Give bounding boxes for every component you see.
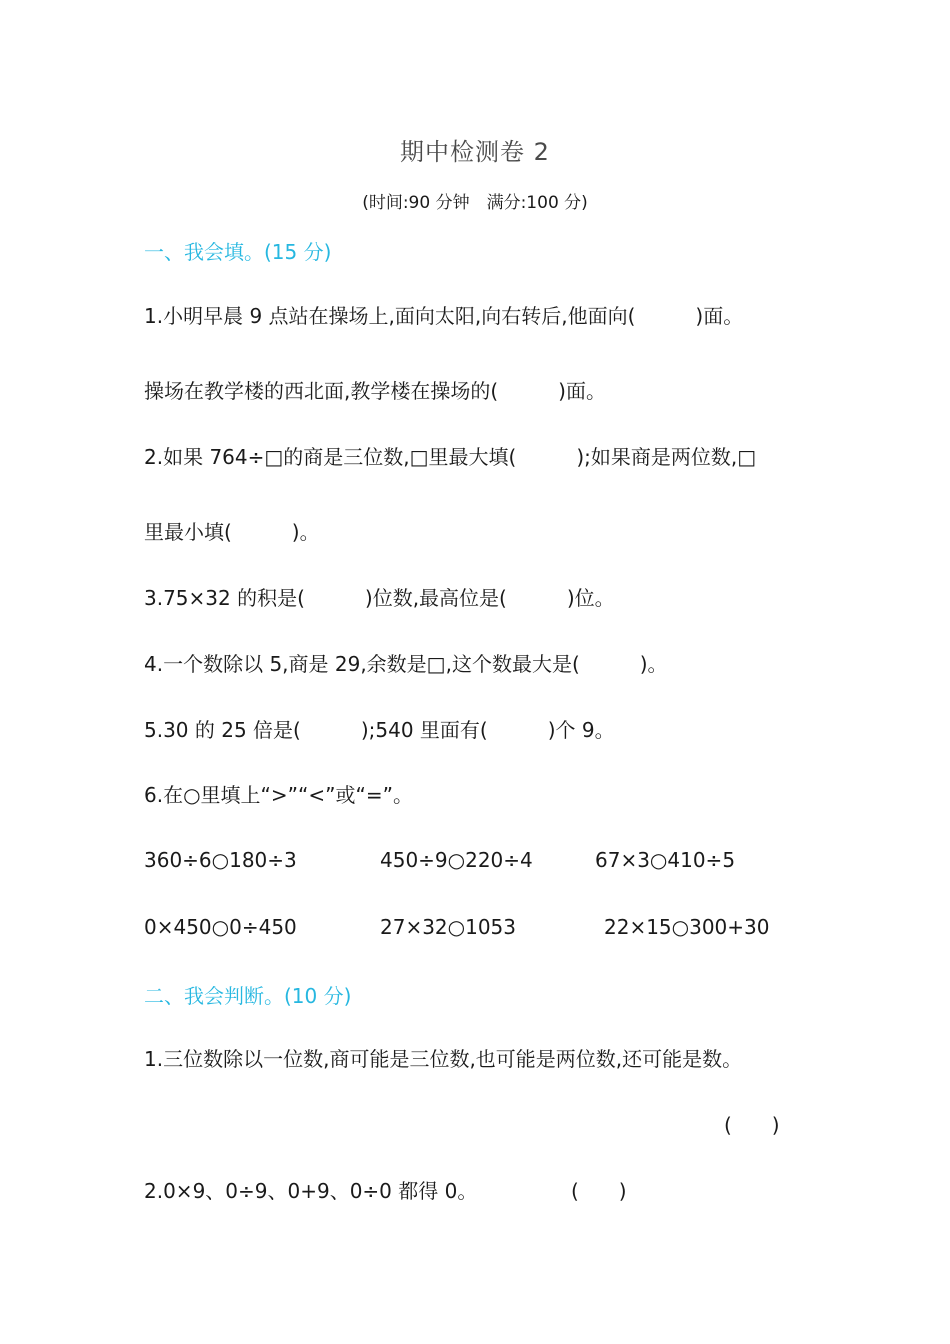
compare-item: 67×3○410÷5 [595,848,736,872]
page-title: 期中检测卷 2 [400,138,550,166]
judge-answer-paren-2: ( ) [571,1179,627,1203]
question-5: 5.30 的 25 倍是( );540 里面有( )个 9。 [144,718,615,742]
compare-item: 22×15○300+30 [604,915,770,939]
question-2-line-1: 2.如果 764÷□的商是三位数,□里最大填( );如果商是两位数,□ [144,445,757,469]
judge-question-2: 2.0×9、0÷9、0+9、0÷0 都得 0。 [144,1179,478,1203]
judge-question-1: 1.三位数除以一位数,商可能是三位数,也可能是两位数,还可能是数。 [144,1047,743,1071]
judge-answer-paren-1: ( ) [724,1113,780,1137]
exam-info: (时间:90 分钟 满分:100 分) [362,193,588,213]
question-1-line-2: 操场在教学楼的西北面,教学楼在操场的( )面。 [144,379,606,403]
question-3: 3.75×32 的积是( )位数,最高位是( )位。 [144,586,615,610]
section-heading-fill: 一、我会填。(15 分) [144,240,332,264]
compare-item: 0×450○0÷450 [144,915,297,939]
question-6: 6.在○里填上“>”“<”或“=”。 [144,783,413,807]
question-1-line-1: 1.小明早晨 9 点站在操场上,面向太阳,向右转后,他面向( )面。 [144,304,744,328]
question-4: 4.一个数除以 5,商是 29,余数是□,这个数最大是( )。 [144,652,668,676]
compare-item: 27×32○1053 [380,915,517,939]
compare-item: 360÷6○180÷3 [144,848,297,872]
compare-item: 450÷9○220÷4 [380,848,533,872]
question-2-line-2: 里最小填( )。 [144,520,320,544]
section-heading-judge: 二、我会判断。(10 分) [144,984,352,1008]
